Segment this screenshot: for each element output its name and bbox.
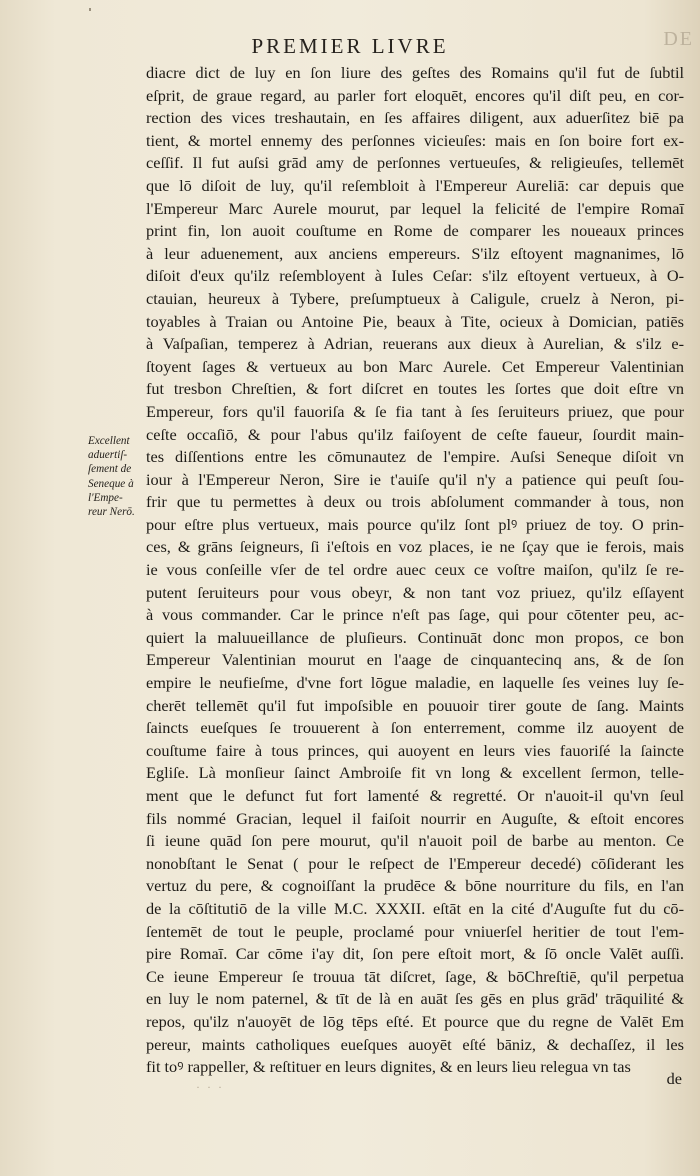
text-line: fit toꝰ rappeller, & reſtituer en leurs dignites, & en leurs lieu relegua vn tas	[146, 1057, 631, 1077]
marginal-note-line: Seneque à	[88, 477, 134, 490]
text-line: à leur aduenement, aux anciens empereurs. S'ilz eſtoyent magnanimes, lō	[146, 243, 684, 263]
text-line: fut tresbon Chreſtien, & fort diſcret en toutes les ſortes que doit eſtre vn	[146, 379, 684, 399]
text-line: ſi ieune quād ſon pere mourut, qu'il n'auoit poil de barbe au menton. Ce	[146, 831, 684, 851]
text-line: en luy le nom paternel, & tīt de là en auāt ſes gēs en plus grād' trāquilité &	[146, 989, 684, 1009]
text-line: fils nommé Gracian, lequel il faiſoit nourrir en Auguſte, & eſtoit encores	[146, 808, 684, 828]
text-line: tes diſſentions entre les cōmunautez de l'empire. Auſsi Seneque diſoit vn	[146, 447, 684, 467]
text-line: ceſte occaſiō, & pour l'abus qu'ilz faiſoyent de ceſte faueur, ſourdit main-	[146, 424, 684, 444]
text-line: l'Empereur Marc Aurele mourut, par lequel la felicité de l'empire Romaī	[146, 198, 684, 218]
text-line: repos, qu'ilz n'auoyēt de lōg tēps eſté. Et pource que du regne de Valēt Em	[146, 1011, 684, 1031]
text-line: empire le neufieſme, d'vne fort lōgue maladie, en laquelle ſes veines luy ſe-	[146, 673, 684, 693]
text-line: diacre dict de luy en ſon liure des geſtes des Romains qu'il fut de ſubtil	[146, 63, 684, 82]
text-line: que lō diſoit de luy, qu'il reſembloit à l'Empereur Aureliā: car depuis que	[146, 175, 684, 195]
signature-mark: · · ·	[196, 1080, 224, 1094]
text-line: Empereur, fors qu'il fauoriſa & ſe fia tant à ſes ſeruiteurs priuez, que pour	[146, 401, 684, 421]
text-line: ceſſif. Il fut auſsi grād amy de perſonnes vertueuſes, & religieuſes, tellemēt	[146, 153, 684, 173]
text-line: couſtume faire à tous princes, qui auoyent en leurs vies fauoriſé la ſaincte	[146, 740, 684, 760]
catchword: de	[666, 1069, 682, 1088]
running-title: PREMIER LIVRE	[251, 34, 449, 58]
text-line: cherēt tellemēt qu'il fut impoſsible en pouuoir tirer goute de ſang. Maints	[146, 695, 684, 715]
marginal-note-line: l'Empe-	[88, 491, 123, 504]
marginal-note-line: ſement de	[88, 463, 132, 476]
text-line: à vous commander. Car le prince n'eſt pas ſage, qui pour cōtenter peu, ac-	[146, 605, 684, 625]
corner-mark	[89, 8, 91, 11]
text-line: ſtoyent ſages & vertueux au bon Marc Aurele. Cet Empereur Valentinian	[146, 356, 684, 376]
text-line: eſprit, de graue regard, au parler fort eloquēt, encores qu'il diſt peu, en cor-	[146, 85, 684, 105]
text-line: putent ſeruiteurs pour vous obeyr, & non tant voz priuez, qu'ilz eſſayent	[146, 582, 684, 602]
marginal-note-line: aduertiſ-	[88, 449, 128, 462]
text-line: ces, & grāns ſeigneurs, ſi i'eſtois en voz places, ie ne ſçay que ie ferois, mais	[146, 537, 684, 557]
text-line: ctauian, heureux à Tybere, preſumptueux à Caligule, cruelz à Neron, pi-	[146, 288, 684, 308]
text-line: Egliſe. Là monſieur ſainct Ambroiſe fit vn long & excellent ſermon, telle-	[146, 763, 684, 783]
text-line: pereur, maints catholiques eueſques auoyēt eſté bāniz, & dechaſſez, il les	[146, 1034, 684, 1054]
text-line: ie vous conſeille vſer de tel ordre auec ceux ce voſtre maiſon, qu'ilz ſe re-	[146, 560, 684, 580]
text-line: quiert la maluueillance de pluſieurs. Continuāt donc mon propos, ce bon	[146, 627, 684, 647]
text-line: ſentemēt de tout le peuple, proclamé pour vniuerſel heritier de tout l'em-	[146, 921, 684, 941]
text-line: iour à l'Empereur Neron, Sire ie t'auiſe qu'il n'y a patience qui peuſt ſou-	[146, 469, 684, 489]
text-line: nonobſtant le Senat ( pour le reſpect de l'Empereur decedé) cōſiderant les	[146, 853, 684, 873]
text-line: print fin, lon auoit couſtume en Rome de comparer les noueaux princes	[146, 221, 684, 241]
text-line: Empereur Valentinian mourut en l'aage de cinquantecinq ans, & de ſon	[146, 650, 684, 670]
text-line: de la cōſtitutiō de la ville M.C. XXXII. eſtāt en la cité d'Auguſte fut du cō-	[146, 898, 684, 918]
text-line: rection des vices treshautain, en ſes affaires diligent, aux aduerſitez biē pa	[146, 108, 684, 128]
marginal-note-line: Excellent	[88, 435, 130, 447]
text-line: pire Romaī. Car cōme i'ay dit, ſon pere eſtoit mort, & ſō oncle Valēt auſſi.	[146, 944, 684, 964]
text-line: pour eſtre plus vertueux, mais pource qu'ilz ſont plꝰ priuez de toy. O prin-	[146, 514, 684, 534]
marginal-note-line: reur Nerō.	[88, 506, 135, 519]
marginal-note	[88, 434, 146, 519]
text-line: tient, & mortel ennemy des perſonnes vicieuſes: mais en ſon boire fort ex-	[146, 130, 684, 150]
text-line: ſaincts eueſques ſe trouuerent à ſon enterrement, comme ilz auoyent de	[146, 718, 684, 738]
text-line: ment que le defunct fut fort lamenté & regretté. Or n'auoit-il qu'vn ſeul	[146, 786, 684, 805]
text-line: à Vaſpaſian, temperez à Adrian, reuerans aux dieux à Aurelian, & s'ilz e-	[146, 334, 684, 354]
text-line: diſoit d'eux qu'ilz reſembloyent à Iules Ceſar: s'ilz eſtoyent vertueux, à O-	[146, 266, 684, 286]
text-line: vertuz du pere, & cognoiſſant la prudēce & bōne nourriture du fils, en l'an	[146, 876, 684, 896]
main-text-block	[146, 62, 684, 1079]
text-line: Ce ieune Empereur ſe trouua tāt diſcret, ſage, & bōChreſtiē, qu'il perpetua	[146, 966, 684, 986]
text-line: frir que tu permettes à deux ou trois abſolument commander à tous, non	[146, 492, 684, 512]
text-line: toyables à Traian ou Antoine Pie, beaux à Tite, ocieux à Domician, patiēs	[146, 311, 684, 331]
show-through-title: DE	[663, 28, 694, 50]
